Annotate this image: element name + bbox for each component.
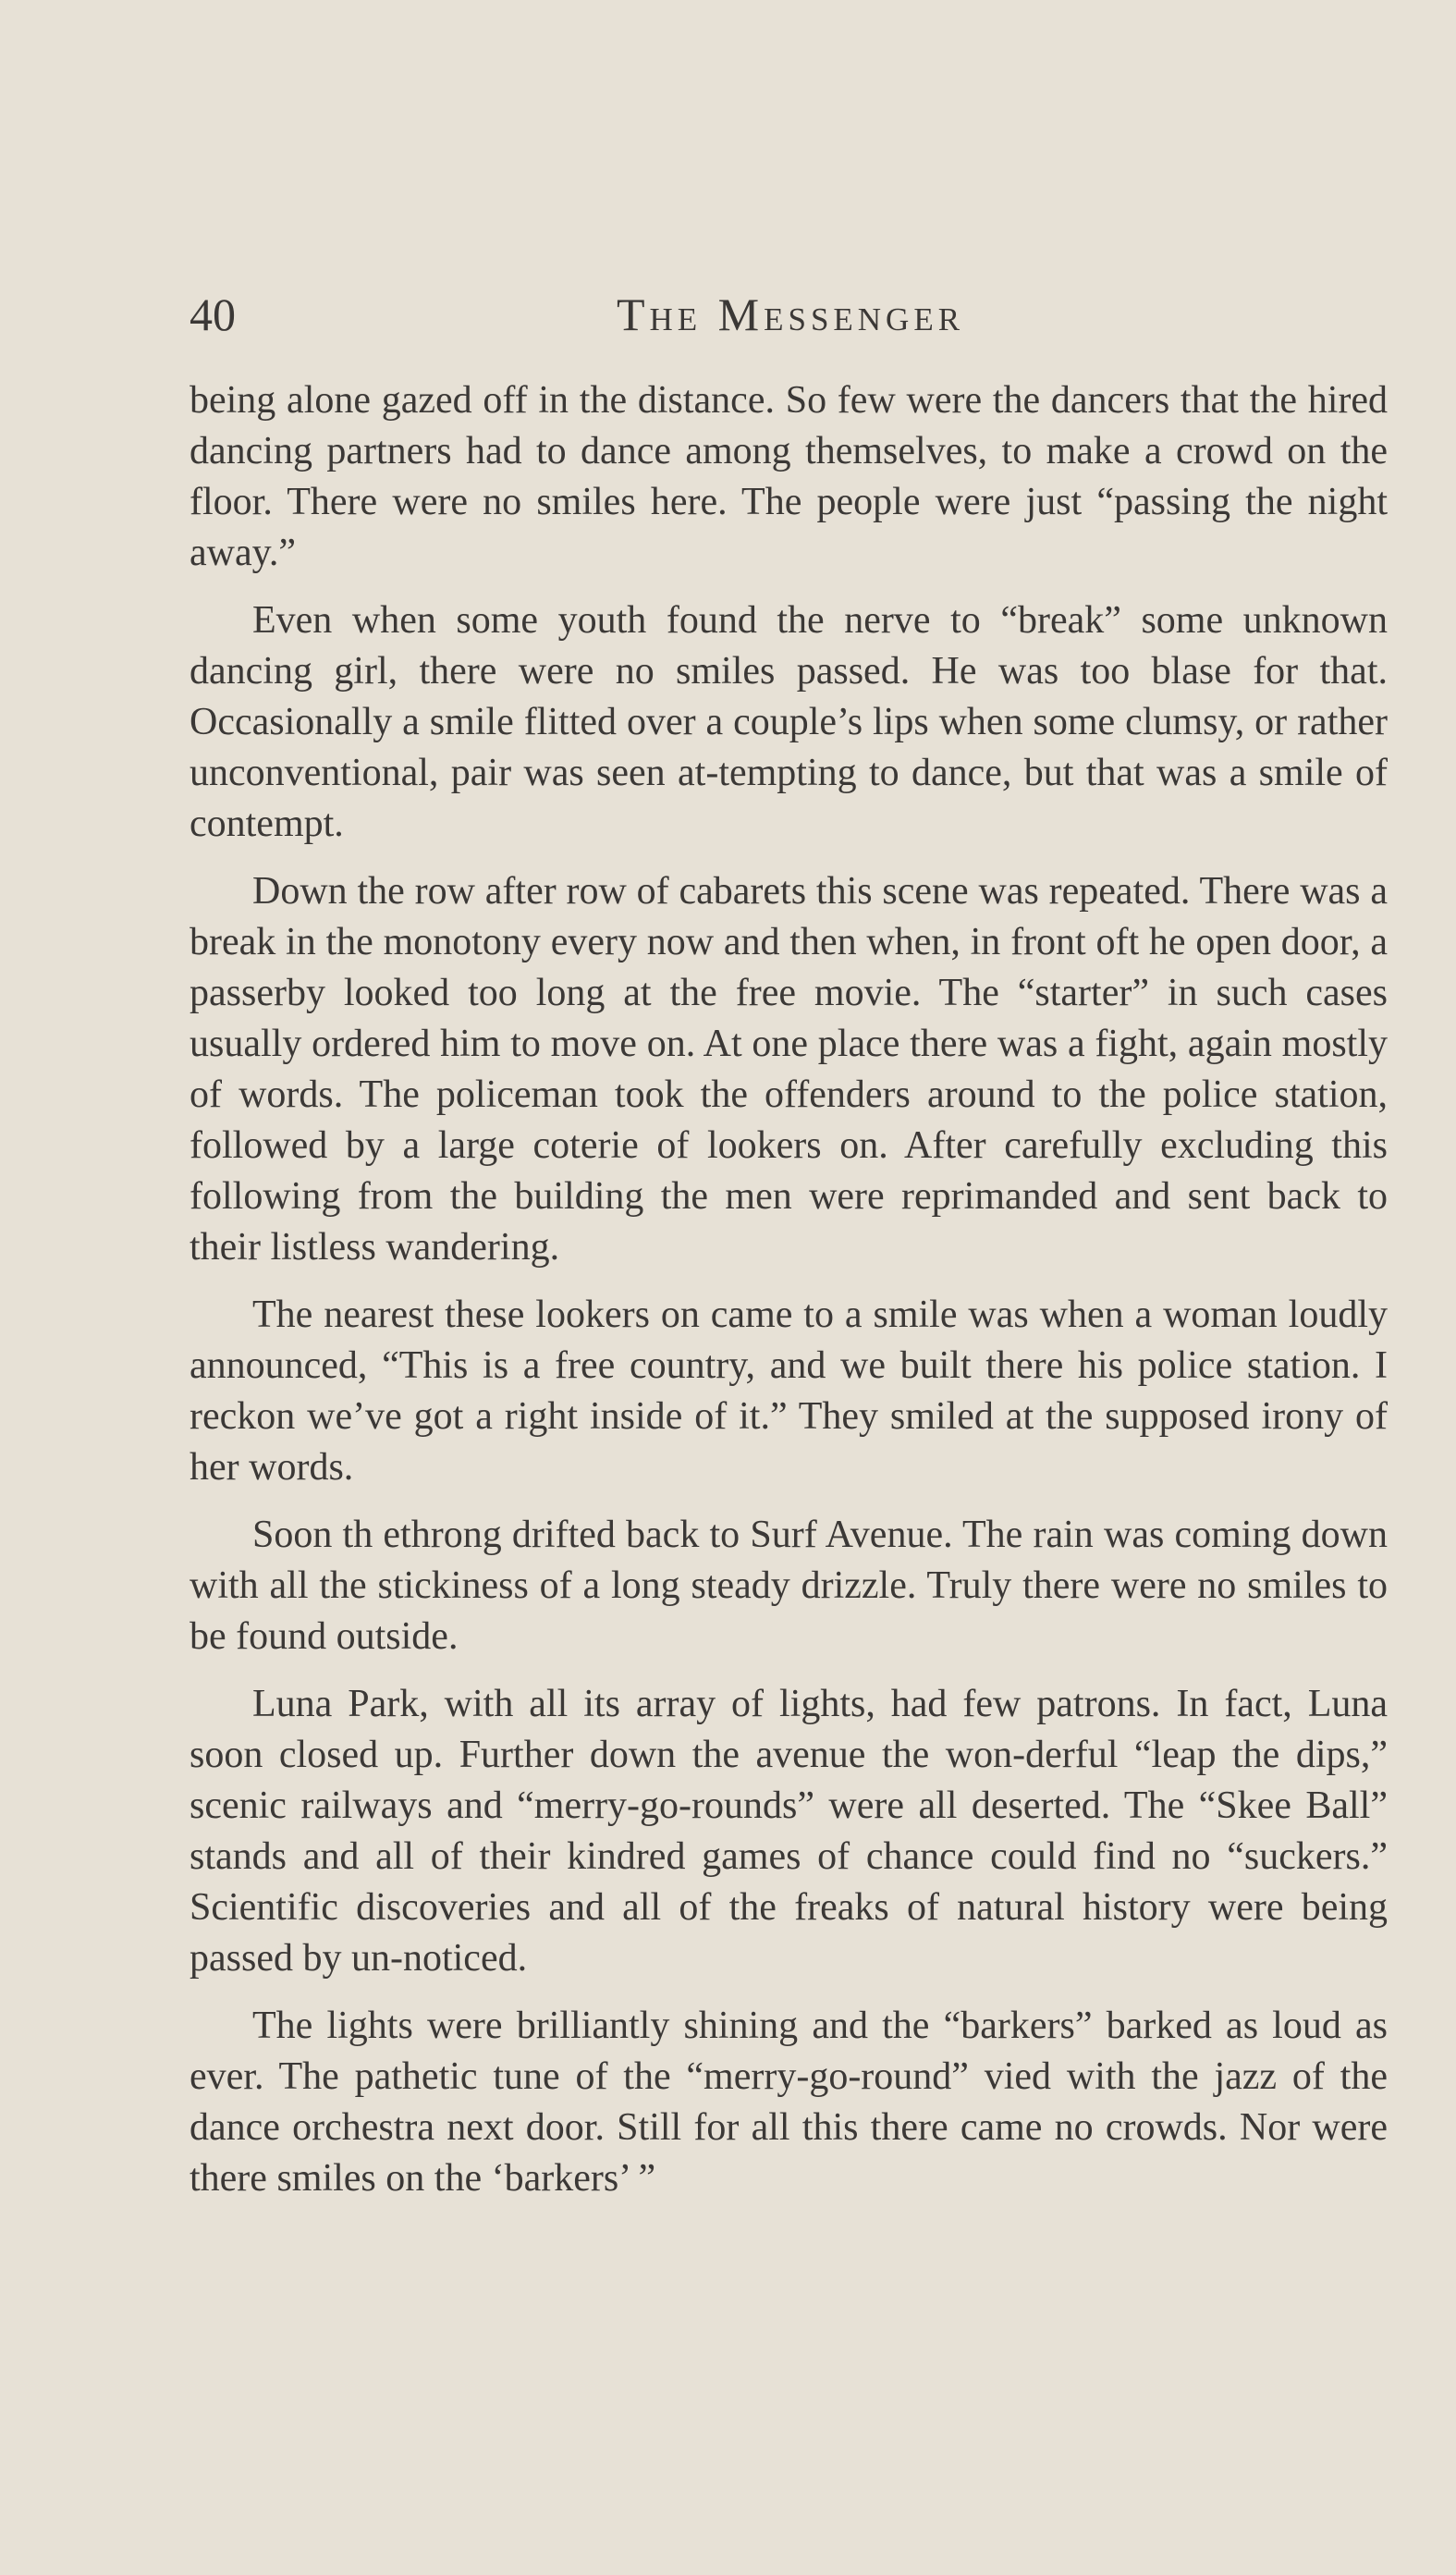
paragraph: The lights were brilliantly shining and the “barkers” barked as loud as ever. The pathetic tune of the “merry-go-round” vied with the jazz of the dance orchestra next door. Still for all this there came no crowds. Nor were there smiles on the ‘barkers’ ” <box>190 2005 1388 2200</box>
page-number: 40 <box>190 288 236 340</box>
paragraph: Luna Park, with all its array of lights, had few patrons. In fact, Luna soon closed up. Further down the avenue the won-derful “leap the dips,” scenic railways and “merry-go-rounds” were all deserted. The “Skee Ball” stands and all of their kindred games of chance could find no “suckers.” Scientific discoveries and all of the freaks of natural history were being passed by un-noticed. <box>190 1683 1388 1980</box>
book-page <box>190 0 1388 2575</box>
paragraph: Soon th ethrong drifted back to Surf Avenue. The rain was coming down with all the stickiness of a long steady drizzle. Truly there were no smiles to be found outside. <box>190 1514 1388 1658</box>
body-text <box>190 375 1388 2221</box>
paragraph: The nearest these lookers on came to a smile was when a woman loudly announced, “This is a free country, and we built there his police station. I reckon we’ve got a right inside of it.” They smiled at the supposed irony of her words. <box>190 1294 1388 1489</box>
page-header <box>190 282 1388 347</box>
paragraph: Down the row after row of cabarets this scene was repeated. There was a break in the monotony every now and then when, in front oft he open door, a passerby looked too long at the free movie. The “starter” in such cases usually ordered him to move on. At one place there was a fight, again mostly of words. The policeman took the offenders around to the police station, followed by a large coterie of lookers on. After carefully excluding this following from the building the men were reprimanded and sent back to their listless wandering. <box>190 870 1388 1269</box>
paragraph: being alone gazed off in the distance. So few were the dancers that the hired dancing partners had to dance among themselves, to make a crowd on the floor. There were no smiles here. The people were just “passing the night away.” <box>190 379 1388 574</box>
paragraph: Even when some youth found the nerve to “break” some unknown dancing girl, there were no smiles passed. He was too blase for that. Occasionally a smile flitted over a couple’s lips when some clumsy, or rather unconventional, pair was seen at-tempting to dance, but that was a smile of contempt. <box>190 599 1388 845</box>
running-title: The Messenger <box>616 288 965 340</box>
